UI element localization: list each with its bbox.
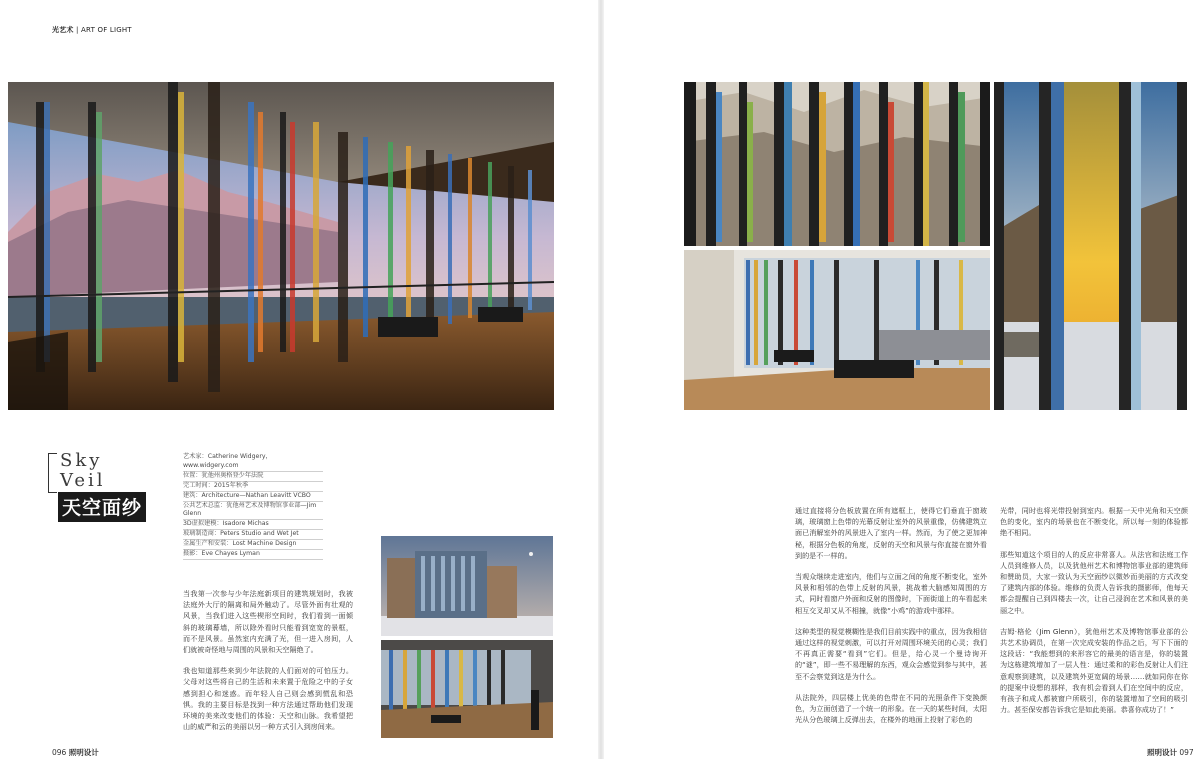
page-number-right: 097 — [1179, 748, 1194, 757]
paragraph: 吉姆·格伦（Jim Glenn），犹他州艺术及博物馆事业部的公共艺术协调员，在第一次完成安装的作品之后，写下下面的这段话：“我能想到的来形容它的最美的语言是，你的装置为这栋建筑增加了一层人性：通过柔和的彩色反射让人们注意观察到建筑，以及建筑外更宽阔的场景……就如同你在你的提案中设想的那样，我有机会看到人们在空间中的反应，有孩子和成人都被窗户所吸引，你的装置增加了空间的吸引力。甚至保安都告诉我它是如此美丽。恭喜你成功了！” — [1000, 626, 1188, 715]
folio-right — [1147, 747, 1194, 758]
folio-left — [52, 747, 99, 758]
credit-glass-maker: 玻璃制造商：Peters Studio and Wet Jet — [183, 530, 323, 540]
magazine-name-right: 照明设计 — [1147, 748, 1177, 757]
body-column-2 — [795, 505, 987, 735]
paragraph: 这种类型的视觉模糊性是我们目前实践中的重点，因为我相信通过这样的视觉刺激，可以打开对周围环境关闭的心灵；我们不再真正需要“看到”它们。但是，给心灵一个曼诗询开的“谜”，即一些不易理解的东西，观众会感觉到参与其中，甚至不会察觉到这是为什么。 — [795, 626, 987, 681]
body-column-1 — [183, 588, 353, 742]
running-header — [52, 25, 132, 35]
hero-photo-interior — [8, 82, 554, 410]
paragraph: 当观众继续走进室内，他们与立面之间的角度不断变化，室外风景和相邻的色带上反射的风景，挑战着大脑感知周围的方式，同时看窗户外面和反射的图像时，下面街道上的车看起来相互交叉却又从不相撞，就像“小鸡”的游戏中那样。 — [795, 572, 987, 615]
credit-3d-modeling: 3D虚拟建模：Isadore Michas — [183, 520, 323, 530]
section-separator: | — [76, 26, 79, 34]
paragraph: 我也知道那些来到少年法院的人们面对的可怕压力。父母对这些将自己的生活和未来置于危险之中的子女感到担心和迷惑。而年轻人自己则会感到慌乱和恐惧。我的主要目标是找到一种方法通过帮助他们发现环境的美来改变他们的体验：天空和山脉。我希望把山的威严和云的美丽以另一种方式引入到房间来。 — [183, 666, 353, 732]
photo-sunset-stained-window — [994, 82, 1187, 410]
paragraph: 从法院外，四层楼上优美的色带在不同的光照条件下变换颜色，为立面创造了一个统一的形象。在一天的某些时间，太阳光从分色玻璃上反弹出去，在楼外的地面上投射了彩色的 — [795, 692, 987, 725]
magazine-name-left: 照明设计 — [68, 748, 99, 757]
section-zh: 光艺术 — [52, 26, 74, 34]
paragraph: 那些知道这个项目的人的反应非常喜人。从法官和法庭工作人员到维修人员，以及犹他州艺术和博物馆事业部的建筑师和赞助员，大家一致认为天空面纱以微妙而美丽的方式改变了建筑内部的体验。维修的负责人告诉我的摄影师，他每天都会提醒自己到四楼去一次，让自己浸润在艺术和风景的美丽之中。 — [1000, 549, 1188, 615]
credit-location: 位置：犹他州奥格登少年法院 — [183, 472, 323, 482]
credit-metal-fabrication: 金属生产和安装：Lost Machine Design — [183, 540, 323, 550]
title-en-line2: Veil — [60, 470, 106, 491]
title-zh: 天空面纱 — [58, 492, 146, 522]
section-en: ART OF LIGHT — [81, 26, 132, 34]
credit-artist: 艺术家：Catherine Widgery，www.widgery.com — [183, 453, 323, 472]
credit-public-art-director: 公共艺术总监：犹他州艺术及博物馆事业部—Jim Glenn — [183, 502, 323, 521]
credit-completion: 完工时间：2015年秋季 — [183, 482, 323, 492]
photo-corridor-benches — [684, 250, 990, 410]
photo-stained-panes-mountains — [684, 82, 990, 246]
photo-building-exterior — [381, 536, 553, 636]
paragraph: 当我第一次参与少年法庭新项目的建筑规划时，我被法庭外大厅的隔离和局外触动了。尽管外面有壮观的风景，当我们进入这些楔形空间时，我们看到一面倾斜的玻璃幕墙，所以除外看时只能看到宽宽的景框，而不是风景。虽然室内充满了光，但一进入房间，人们就被奇怪地与周围的风景和天空隔绝了。 — [183, 589, 353, 655]
project-credits — [183, 453, 323, 560]
title-bracket — [48, 453, 57, 493]
credit-photography: 摄影：Eve Chayes Lyman — [183, 550, 323, 560]
credit-architecture: 建筑：Architecture—Nathan Leavitt VCBO — [183, 492, 323, 502]
page-spine — [598, 0, 604, 759]
photo-hallway-windows — [381, 640, 553, 738]
page-number-left: 096 — [52, 748, 67, 757]
paragraph: 光带，同时也将光带投射到室内。根据一天中光角和天空颜色的变化，室内的场景也在不断变化，所以每一刻的体验都绝不相同。 — [1000, 506, 1188, 538]
paragraph: 通过直接将分色板放置在所有遮框上，使得它们垂直于窗玻璃，玻璃窗上色带的光幕反射让室外的风景重像，仿佛建筑立面已消解室外的风景进入了室内一样。然而，为了使之更加神秘，根据分色板的角度，反射的天空和风景与你直接在窗外看到的是不一样的。 — [795, 506, 987, 560]
body-column-3 — [1000, 505, 1188, 725]
title-en-line1: Sky — [60, 450, 103, 471]
